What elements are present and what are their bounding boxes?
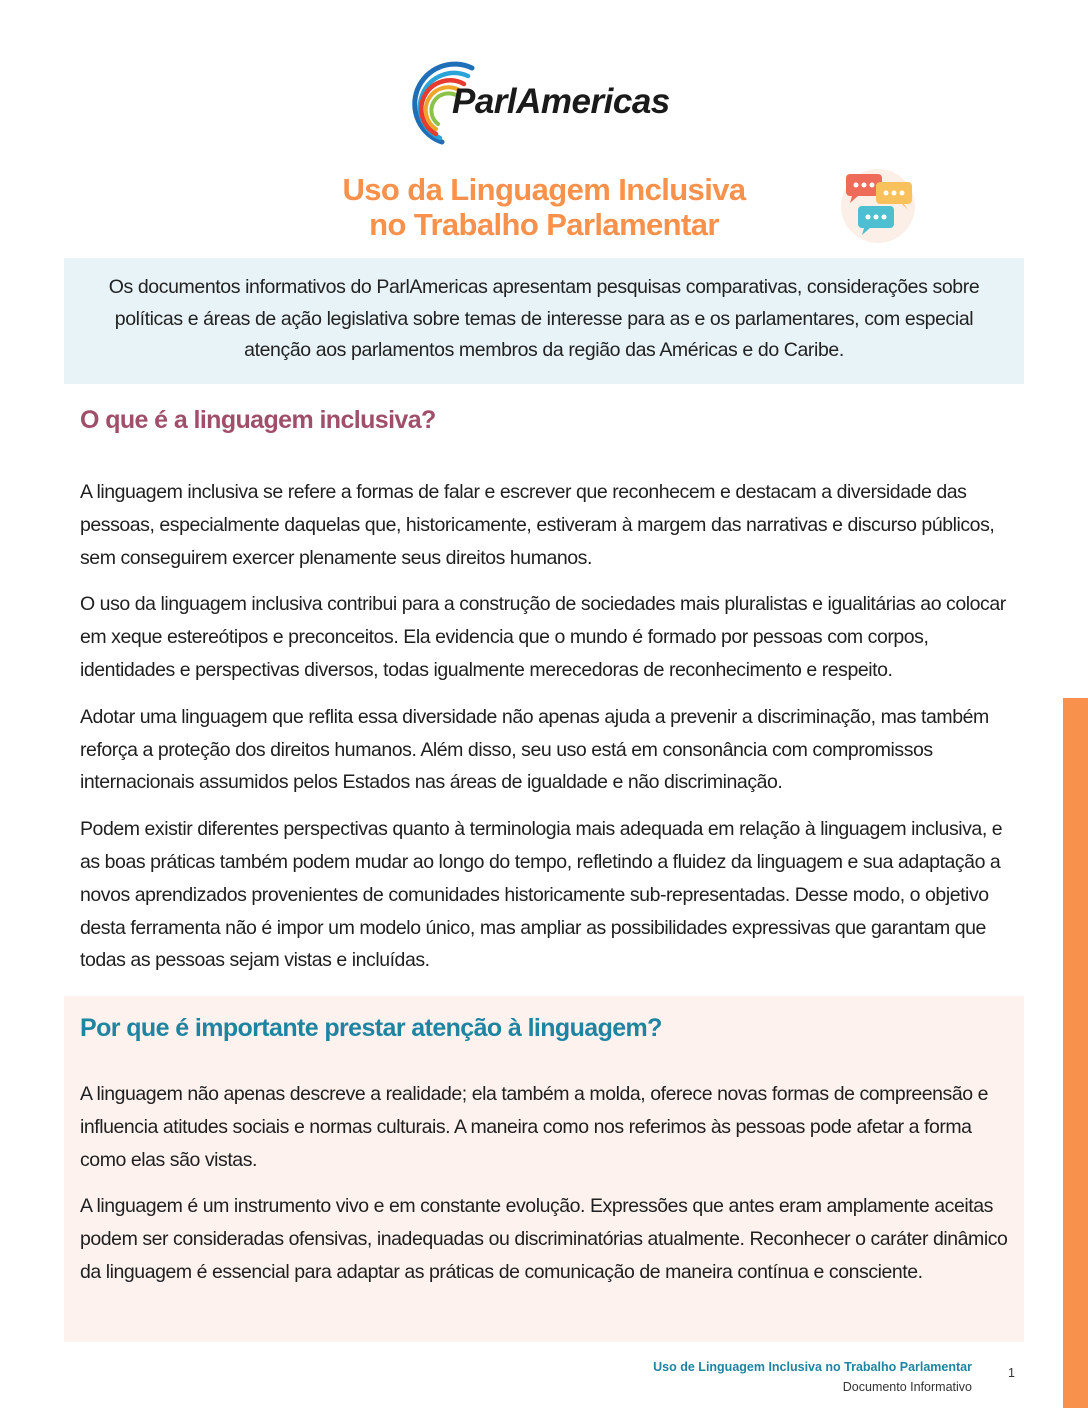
chat-bubbles-icon bbox=[838, 168, 920, 246]
intro-line-3: atenção aos parlamentos membros da região das Américas e do Caribe. bbox=[244, 339, 844, 361]
section-what-is-body bbox=[80, 476, 1010, 991]
section-why-body bbox=[80, 1078, 1015, 1303]
paragraph: O uso da linguagem inclusiva contribui para a construção de sociedades mais pluralistas e igualitárias ao colocar em xeque estereótipos e preconceitos. Ela evidencia que o mundo é formado por pessoas com corpos, identidades e perspectivas diversos, todas igualmente merecedoras de reconhecimento e respeito. bbox=[80, 593, 1006, 681]
document-title bbox=[230, 172, 858, 242]
intro-line-2: políticas e áreas de ação legislativa sobre temas de interesse para as e os parlamentares, com especial bbox=[114, 307, 974, 330]
title-line-1: Uso da Linguagem Inclusiva bbox=[342, 172, 746, 207]
paragraph: A linguagem é um instrumento vivo e em constante evolução. Expressões que antes eram amplamente aceitas podem ser consideradas ofensivas, inadequadas ou discriminatórias atualmente. Reconhecer o caráter dinâmico da linguagem é essencial para adaptar as práticas de comunicação de maneira contínua e consciente. bbox=[80, 1195, 1008, 1283]
paragraph: Podem existir diferentes perspectivas quanto à terminologia mais adequada em relação à linguagem inclusiva, e as boas práticas também podem mudar ao longo do tempo, refletindo a fluidez da linguagem e sua adaptação a novos aprendizados provenientes de comunidades historicamente sub-representadas. Desse modo, o objetivo desta ferramenta não é impor um modelo único, mas ampliar as possibilidades expressivas que garantam que todas as pessoas sejam vistas e incluídas. bbox=[80, 818, 1003, 972]
intro-line-1: Os documentos informativos do ParlAmericas apresentam pesquisas comparativas, considerações sobre bbox=[108, 276, 980, 298]
side-accent-bar bbox=[1063, 698, 1088, 1408]
parlamericas-logo bbox=[390, 60, 710, 150]
intro-text bbox=[90, 272, 998, 367]
title-line-2: no Trabalho Parlamentar bbox=[369, 207, 719, 242]
section-heading-why: Por que é importante prestar atenção à linguagem? bbox=[80, 1014, 662, 1042]
page-number: 1 bbox=[1008, 1366, 1015, 1380]
footer-subtitle: Documento Informativo bbox=[842, 1380, 972, 1394]
footer-title: Uso de Linguagem Inclusiva no Trabalho Parlamentar bbox=[653, 1360, 972, 1374]
section-heading-what-is: O que é a linguagem inclusiva? bbox=[80, 406, 436, 434]
paragraph: A linguagem inclusiva se refere a formas de falar e escrever que reconhecem e destacam a diversidade das pessoas, especialmente daquelas que, historicamente, estiveram à margem das narrativas e discurso públicos, sem conseguirem exercer plenamente seus direitos humanos. bbox=[80, 481, 995, 569]
paragraph: A linguagem não apenas descreve a realidade; ela também a molda, oferece novas formas de compreensão e influencia atitudes sociais e normas culturais. A maneira como nos referimos às pessoas pode afetar a forma como elas são vistas. bbox=[80, 1083, 989, 1171]
paragraph: Adotar uma linguagem que reflita essa diversidade não apenas ajuda a prevenir a discriminação, mas também reforça a proteção dos direitos humanos. Além disso, seu uso está em consonância com compromissos internacionais assumidos pelos Estados nas áreas de igualdade e não discriminação. bbox=[80, 705, 989, 794]
logo-wordmark: ParlAmericas bbox=[452, 82, 670, 121]
